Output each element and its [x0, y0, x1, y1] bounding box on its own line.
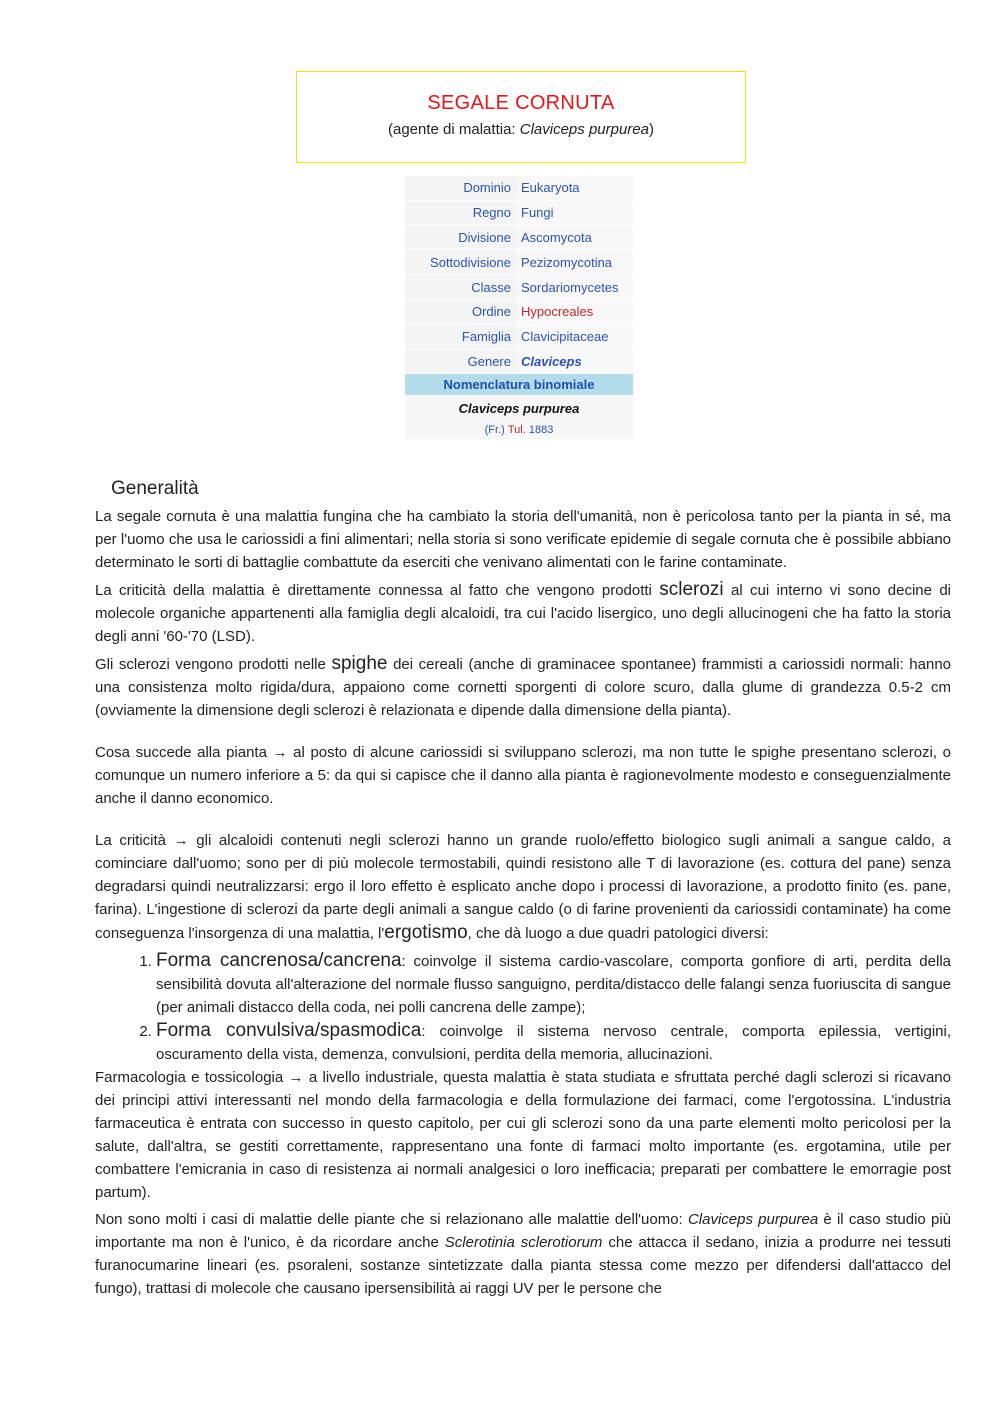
- list-item-lead: Forma convulsiva/spasmodica: [156, 1020, 422, 1041]
- emphasis-term: sclerozi: [659, 579, 724, 600]
- title-box: [296, 71, 746, 163]
- species-name: Sclerotinia sclerotiorum: [444, 1234, 603, 1251]
- document-title: SEGALE CORNUTA: [427, 92, 615, 114]
- pathology-list: [95, 949, 951, 1066]
- text-run: che attacca il sedano, inizia a produrre nei tessuti furanocumarine lineari (es. psoraleni, sostanze sintetizzate dalla pianta stessa come mezzo per difendersi dall'attacco del fungo), trattasi di molecole che causano ipersensibilità ai raggi UV per le persone che: [95, 1234, 951, 1297]
- taxonomy-value[interactable]: Hypocreales: [517, 300, 633, 324]
- text-run: al cui interno vi sono decine di molecole organiche appartenenti alla famiglia degli alcaloidi, tra cui l'acido lisergico, uno degli allucinogeni che ha fatto la storia degli anni '60-'70 (LSD).: [95, 582, 951, 645]
- text-run: Non sono molti i casi di malattie delle piante che si relazionano alle malattie dell'uomo:: [95, 1211, 688, 1228]
- taxonomy-rank[interactable]: Famiglia: [461, 329, 511, 345]
- author-fr[interactable]: (Fr.): [484, 424, 505, 437]
- section-heading: Generalità: [111, 478, 199, 499]
- taxonomy-table: [405, 176, 633, 439]
- binomial-name: Claviceps purpurea: [405, 395, 633, 421]
- paragraph: Farmacologia e tossicologia → a livello industriale, questa malattia è stata studiata e sfruttata perché dagli sclerozi si ricavano dei principi attivi interessanti nel mondo della farmacologia e della formulazione dei farmaci, come l'ergotossina. L'industria farmaceutica è entrata con successo in questo capitolo, per cui gli sclerozi sono da una parte elementi molto pericolosi per la salute, dall'altra, se gestiti correttamente, rappresentano una fonte di farmaci molto importante (es. ergotamina, utile per combattere l'emicrania in caso di resistenza ai normali analgesici o loro inefficacia; preparati per combattere le emorragie post partum).: [95, 1069, 951, 1201]
- taxonomy-rank[interactable]: Classe: [471, 279, 511, 295]
- list-item-text: : coinvolge il sistema cardio-vascolare, comporta gonfiore di arti, perdita della sensibilità dovuta all'alterazione del normale flusso sanguigno, perdita/distacco delle falangi senza fuoriuscita di sangue (per animali distacco della coda, nei polli cancrena delle zampe);: [156, 953, 951, 1016]
- list-item: [156, 1019, 951, 1066]
- taxonomy-row: [405, 350, 633, 375]
- taxonomy-rank[interactable]: Ordine: [471, 304, 511, 320]
- list-item: [156, 949, 951, 1019]
- list-item-text: : coinvolge il sistema nervoso centrale, comporta epilessia, vertigini, oscuramento della vista, demenza, convulsioni, perdita della memoria, allucinazioni.: [156, 1023, 951, 1063]
- subtitle-species: Claviceps purpurea: [519, 121, 649, 138]
- taxonomy-rank[interactable]: Genere: [467, 353, 511, 369]
- paragraph: Cosa succede alla pianta → al posto di alcune cariossidi si sviluppano sclerozi, ma non tutte le spighe presentano sclerozi, o comunque un numero inferiore a 5: da qui si capisce che il danno alla pianta è ragionevolmente modesto e conseguenzialmente anche il danno economico.: [95, 744, 951, 807]
- taxonomy-row: [405, 325, 633, 350]
- taxonomy-row: [405, 176, 633, 201]
- text-run: , che dà luogo a due quadri patologici diversi:: [467, 925, 769, 942]
- taxonomy-row: [405, 275, 633, 300]
- emphasis-term: spighe: [331, 653, 388, 674]
- text-run: La criticità della malattia è direttamente connessa al fatto che vengono prodotti: [95, 582, 660, 599]
- text-run: Gli sclerozi vengono prodotti nelle: [95, 656, 332, 673]
- taxonomy-value[interactable]: Clavicipitaceae: [517, 325, 633, 349]
- taxonomy-rank[interactable]: Regno: [472, 205, 511, 221]
- emphasis-term: ergotismo: [384, 922, 468, 943]
- taxonomy-value[interactable]: Ascomycota: [517, 226, 633, 250]
- taxonomy-row: [405, 226, 633, 251]
- list-item-lead: Forma cancrenosa/cancrena: [156, 950, 402, 971]
- text-run: è il caso studio più importante ma non è l'unico, è da ricordare anche: [95, 1211, 951, 1251]
- paragraph: [95, 829, 951, 945]
- taxonomy-value[interactable]: Pezizomycotina: [517, 250, 633, 274]
- taxonomy-row: [405, 250, 633, 275]
- text-run: dei cereali (anche di graminacee spontanee) frammisti a cariossidi normali: hanno una consistenza molto rigida/dura, appaiono come cornetti sporgenti di colore scuro, dalla glume di grandezza 0.5-2 cm (ovviamente la dimensione degli sclerozi è relazionata e dipende dalla dimensione della pianta).: [95, 656, 951, 719]
- body-text: [95, 505, 951, 1304]
- author-year[interactable]: 1883: [528, 424, 554, 437]
- binomial-author: [405, 421, 633, 439]
- paragraph: [95, 652, 951, 722]
- taxonomy-value[interactable]: Claviceps: [517, 350, 633, 374]
- subtitle-suffix: ): [649, 121, 654, 138]
- binomial-band[interactable]: Nomenclatura binomiale: [405, 374, 633, 395]
- paragraph: [95, 578, 951, 648]
- taxonomy-value[interactable]: Fungi: [517, 201, 633, 225]
- taxonomy-rank[interactable]: Dominio: [463, 180, 511, 196]
- author-tul[interactable]: Tul.: [507, 424, 526, 437]
- taxonomy-rank[interactable]: Sottodivisione: [430, 254, 511, 270]
- subtitle-prefix: (agente di malattia:: [388, 121, 520, 138]
- taxonomy-value[interactable]: Eukaryota: [517, 176, 633, 200]
- document-subtitle: [297, 121, 745, 138]
- taxonomy-value[interactable]: Sordariomycetes: [517, 275, 633, 299]
- taxonomy-row: [405, 300, 633, 325]
- taxonomy-rank[interactable]: Divisione: [458, 229, 511, 245]
- species-name: Claviceps purpurea: [687, 1211, 819, 1228]
- taxonomy-row: [405, 201, 633, 226]
- paragraph: La segale cornuta è una malattia fungina che ha cambiato la storia dell'umanità, non è pericolosa tanto per la pianta in sé, ma per l'uomo che usa le cariossidi a fini alimentari; nella storia si sono verificate epidemie di segale cornuta che è possibile abbiano determinato le sorti di battaglie combattute da eserciti che venivano alimentati con le farine contaminate.: [95, 508, 951, 571]
- paragraph: [95, 1208, 951, 1300]
- text-run: La criticità → gli alcaloidi contenuti negli sclerozi hanno un grande ruolo/effetto biologico sugli animali a sangue caldo, a cominciare dall'uomo; sono per di più molecole termostabili, quindi resistono alle T di lavorazione (es. cottura del pane) senza degradarsi quindi neutralizzarsi: ergo il loro effetto è esplicato anche dopo i processi di lavorazione, a prodotto finito (es. pane, farina). L'ingestione di sclerozi da parte degli animali a sangue caldo (o di farine provenienti da cariossidi contaminate) ha come conseguenza l'insorgenza di una malattia, l': [95, 832, 951, 942]
